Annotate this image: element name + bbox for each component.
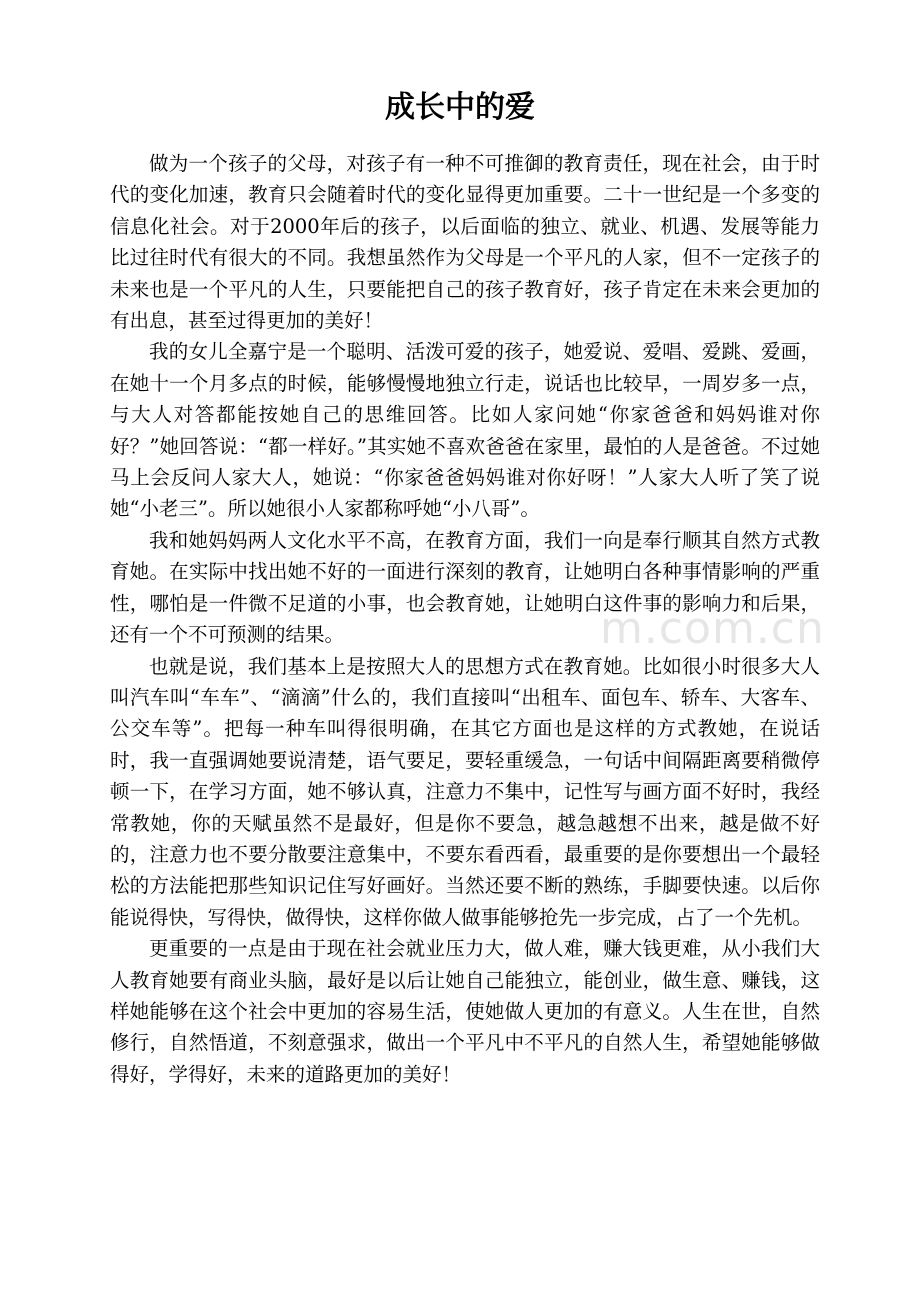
paragraph-1: 做为一个孩子的父母，对孩子有一种不可推御的教育责任，现在社会，由于时代的变化加速，教育只会随着时代的变化显得更加重要。二十一世纪是一个多变的信息化社会。对于2000年后的孩子，以后面临的独立、就业、机遇、发展等能力比过往时代有很大的不同。我想虽然作为父母是一个平凡的人家，但不一定孩子的未来也是一个平凡的人生，只要能把自己的孩子教育好，孩子肯定在未来会更加的有出息，甚至过得更加的美好！ [110, 152, 820, 333]
document-title: 成长中的爱 [385, 90, 535, 125]
paragraph-5: 更重要的一点是由于现在社会就业压力大，做人难，赚大钱更难，从小我们大人教育她要有商业头脑，最好是以后让她自己能独立，能创业，做生意、赚钱，这样她能够在这个社会中更加的容易生活，使她做人更加的有意义。人生在世，自然修行，自然悟道，不刻意强求，做出一个平凡中不平凡的自然人生，希望她能够做得好，学得好，未来的道路更加的美好！ [110, 937, 820, 1086]
document-body [110, 148, 820, 1090]
paragraph-3: 我和她妈妈两人文化水平不高，在教育方面，我们一向是奉行顺其自然方式教育她。在实际中找出她不好的一面进行深刻的教育，让她明白各种事情影响的严重性，哪怕是一件微不足道的小事，也会教育她，让她明白这件事的影响力和后果，还有一个不可预测的结果。 [110, 528, 820, 647]
paragraph-4: 也就是说，我们基本上是按照大人的思想方式在教育她。比如很小时很多大人叫汽车叫“车车”、“滴滴”什么的，我们直接叫“出租车、面包车、轿车、大客车、公交车等”。把每一种车叫得很明确，在其它方面也是这样的方式教她，在说话时，我一直强调她要说清楚，语气要足，要轻重缓急，一句话中间隔距离要稍微停顿一下，在学习方面，她不够认真，注意力不集中，记性写与画方面不好时，我经常教她，你的天赋虽然不是最好，但是你不要急，越急越想不出来，越是做不好的，注意力也不要分散要注意集中，不要东看西看，最重要的是你要想出一个最轻松的方法能把那些知识记住写好画好。当然还要不断的熟练，手脚要快速。以后你能说得快，写得快，做得快，这样你做人做事能够抢先一步完成，占了一个先机。 [110, 654, 820, 929]
paragraph-2: 我的女儿全嘉宁是一个聪明、活泼可爱的孩子，她爱说、爱唱、爱跳、爱画，在她十一个月多点的时候，能够慢慢地独立行走，说话也比较早，一周岁多一点，与大人对答都能按她自己的思维回答。比如人家问她“你家爸爸和妈妈谁对你好？”她回答说：“都一样好。”其实她不喜欢爸爸在家里，最怕的人是爸爸。不过她马上会反问人家大人，她说：“你家爸爸妈妈谁对你好呀！”人家大人听了笑了说她“小老三”。所以她很小人家都称呼她“小八哥”。 [110, 340, 820, 521]
watermark: m.com.cn [600, 603, 825, 654]
